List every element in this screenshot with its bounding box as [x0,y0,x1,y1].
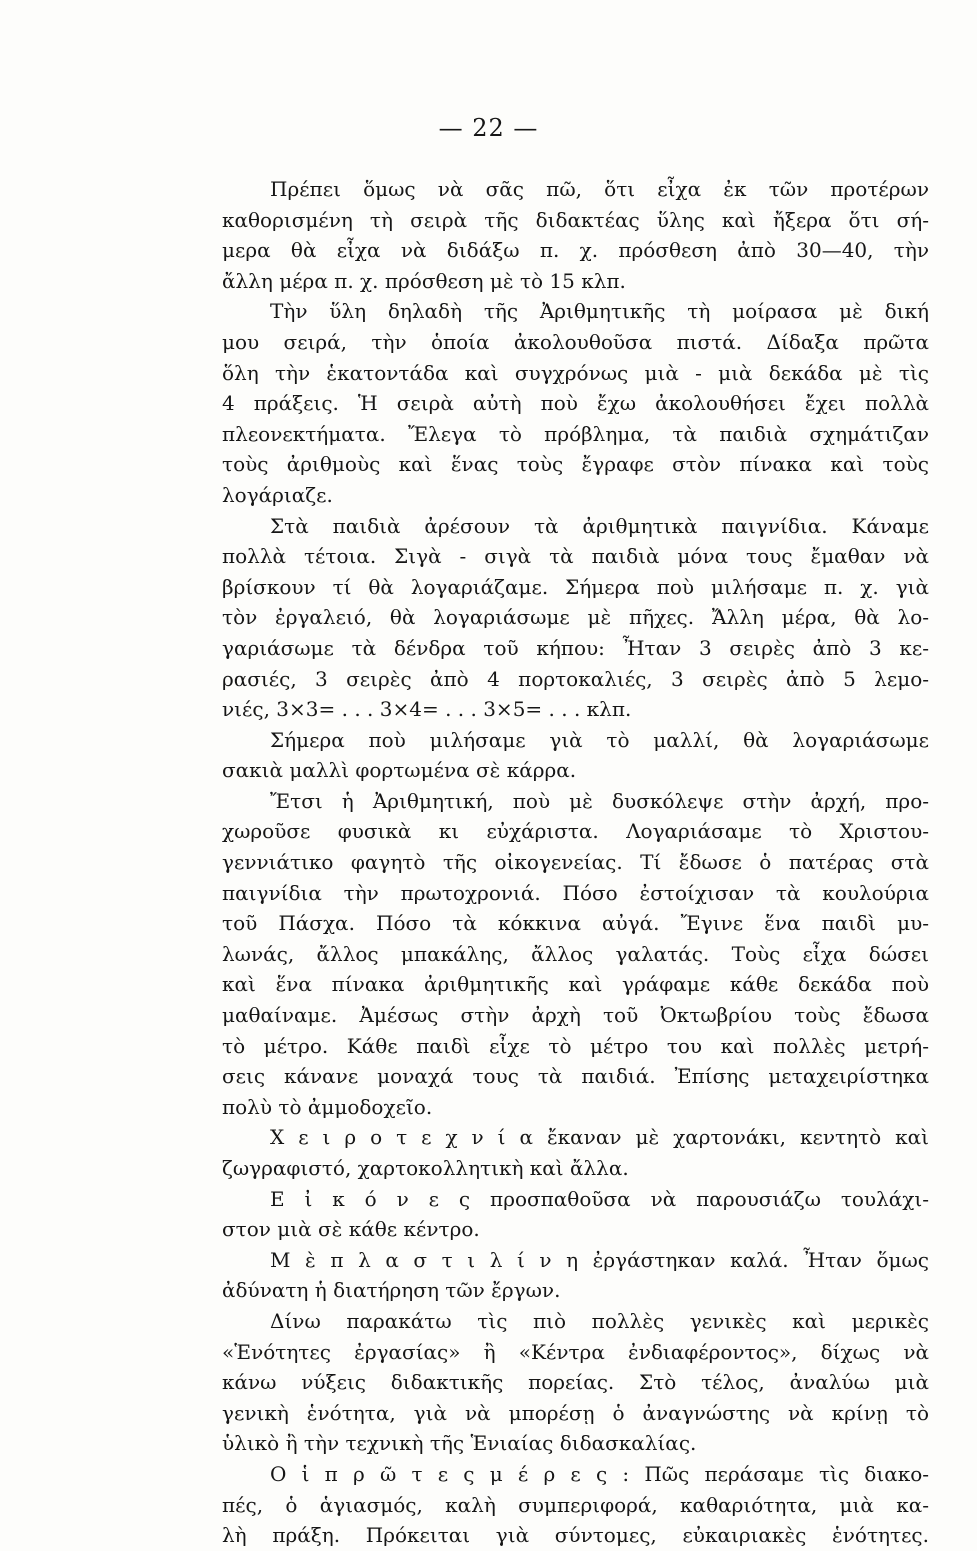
text-line: Σήμερα ποὺ μιλήσαμε γιὰ τὸ μαλλί, θὰ λογαριάσωμε [270,727,929,752]
text-line: Πρέπει ὅμως νὰ σᾶς πῶ, ὅτι εἶχα ἐκ τῶν προτέρων [270,177,929,201]
text-line: τοῦ Πάσχα. Πόσο τὰ κόκκινα αὐγά. Ἔγινε ἕνα παιδὶ μυ- [222,911,929,936]
text-line: μερα θὰ εἶχα νὰ διδάξω π. χ. πρόσθεση ἀπὸ 30—40, τὴν [222,238,929,263]
text-line: Τὴν ὕλη δηλαδὴ τῆς Ἀριθμητικῆς τὴ μοίρασα μὲ δική [270,299,929,324]
text-line: μου σειρά, τὴν ὁποία ἀκολουθοῦσα πιστά. Δίδαξα πρῶτα [222,329,929,354]
text-line: τὸ μέτρο. Κάθε παιδὶ εἶχε τὸ μέτρο του καὶ πολλὲς μετρή- [222,1033,929,1058]
text-line: μαθαίναμε. Ἀμέσως στὴν ἀρχὴ τοῦ Ὀκτωβρίου τοὺς ἔδωσα [222,1003,929,1028]
text-line: ρασιές, 3 σειρὲς ἀπὸ 4 πορτοκαλιές, 3 σειρὲς ἀπὸ 5 λεμο- [222,666,929,691]
text-line: παιγνίδια τὴν πρωτοχρονιά. Πόσο ἐστοίχισαν τὰ κουλούρια [222,880,929,905]
text-line: ὑλικὸ ἢ τὴν τεχνικὴ τῆς Ἑνιαίας διδασκαλίας. [222,1431,697,1456]
page-number: — 22 — [438,114,539,142]
text-line: Ἔτσι ἡ Ἀριθμητική, ποὺ μὲ δυσκόλεψε στὴν ἀρχή, προ- [270,788,929,813]
text-line: λωνάς, ἄλλος μπακάλης, ἄλλος γαλατάς. Τοὺς εἶχα δώσει [222,941,929,966]
text-line: καθορισμένη τὴ σειρὰ τῆς διδακτέας ὕλης καὶ ἤξερα ὅτι σή- [222,207,929,232]
text-line: ἄλλη μέρα π. χ. πρόσθεση μὲ τὸ 15 κλπ. [222,268,626,293]
text-line: πολὺ τὸ ἀμμοδοχεῖο. [222,1094,433,1119]
text-line: Δίνω παρακάτω τὶς πιὸ πολλὲς γενικὲς καὶ μερικὲς [270,1308,929,1333]
text-line: τοὺς ἀριθμοὺς καὶ ἕνας τοὺς ἔγραφε στὸν πίνακα καὶ τοὺς [222,452,929,477]
text-line: ἀδύνατη ἡ διατήρηση τῶν ἔργων. [222,1278,561,1303]
text-line: γενικὴ ἑνότητα, γιὰ νὰ μπορέσῃ ὁ ἀναγνώστης νὰ κρίνῃ τὸ [222,1400,929,1425]
text-line: Χ ε ι ρ ο τ ε χ ν ί α ἔκαναν μὲ χαρτονάκι, κεντητὸ καὶ [270,1125,929,1150]
text-line: ζωγραφιστό, χαρτοκολλητικὴ καὶ ἄλλα. [222,1156,629,1180]
text-line: βρίσκουν τί θὰ λογαριάζαμε. Σήμερα ποὺ μιλήσαμε π. χ. γιὰ [222,574,929,599]
text-line: λογάριαζε. [222,482,333,507]
text-line: 4 πράξεις. Ἡ σειρὰ αὐτὴ ποὺ ἔχω ἀκολουθήσει ἔχει πολλὰ [222,391,929,416]
text-line: πλεονεκτήματα. Ἔλεγα τὸ πρόβλημα, τὰ παιδιὰ σχημάτιζαν [222,421,929,446]
text-line: γεννιάτικο φαγητὸ τῆς οἰκογενείας. Τί ἔδωσε ὁ πατέρας στὰ [222,850,929,875]
text-line: σακιὰ μαλλὶ φορτωμένα σὲ κάρρα. [222,758,577,783]
text-line: καὶ ἕνα πίνακα ἀριθμητικῆς καὶ γράφαμε κάθε δεκάδα ποὺ [222,972,929,997]
text-line: «Ἑνότητες ἐργασίας» ἢ «Κέντρα ἐνδιαφέροντος», δίχως νὰ [222,1339,929,1364]
text-line: ὅλη τὴν ἑκατοντάδα καὶ συγχρόνως μιὰ - μιὰ δεκάδα μὲ τὶς [222,360,929,385]
text-line: λὴ πράξη. Πρόκειται γιὰ σύντομες, εὐκαιριακὲς ἑνότητες. [222,1523,929,1548]
text-line: σεις κάνανε μοναχά τους τὰ παιδιά. Ἐπίσης μεταχειρίστηκα [222,1064,929,1089]
text-line: πολλὰ τέτοια. Σιγὰ - σιγὰ τὰ παιδιὰ μόνα τους ἔμαθαν νὰ [222,544,929,569]
text-line: Ο ἱ π ρ ῶ τ ε ς μ έ ρ ε ς : Πῶς περάσαμε τὶς διακο- [270,1461,929,1486]
text-line: πές, ὁ ἁγιασμός, καλὴ συμπεριφορά, καθαριότητα, μιὰ κα- [222,1492,929,1517]
body-text [222,174,929,1551]
text-line: κάνω νύξεις διδακτικῆς πορείας. Στὸ τέλος, ἀναλύω μιὰ [222,1370,929,1395]
text-line: τὸν ἐργαλειό, θὰ λογαριάσωμε μὲ πῆχες. Ἄλλη μέρα, θὰ λο- [222,605,929,630]
text-line: Ε ἰ κ ό ν ε ς προσπαθοῦσα νὰ παρουσιάζω τουλάχι- [270,1186,929,1211]
text-line: γαριάσωμε τὰ δένδρα τοῦ κήπου: Ἦταν 3 σειρὲς ἀπὸ 3 κε- [222,635,929,660]
text-line: Μ ὲ π λ α σ τ ι λ ί ν η ἐργάστηκαν καλά. Ἦταν ὅμως [270,1247,929,1272]
text-line: χωροῦσε φυσικὰ κι εὐχάριστα. Λογαριάσαμε τὸ Χριστου- [222,819,929,844]
text-line: νιές, 3×3= . . . 3×4= . . . 3×5= . . . κλπ. [222,697,632,722]
text-line: Στὰ παιδιὰ ἀρέσουν τὰ ἀριθμητικὰ παιγνίδια. Κάναμε [270,513,929,538]
text-line: στον μιὰ σὲ κάθε κέντρο. [222,1217,480,1242]
